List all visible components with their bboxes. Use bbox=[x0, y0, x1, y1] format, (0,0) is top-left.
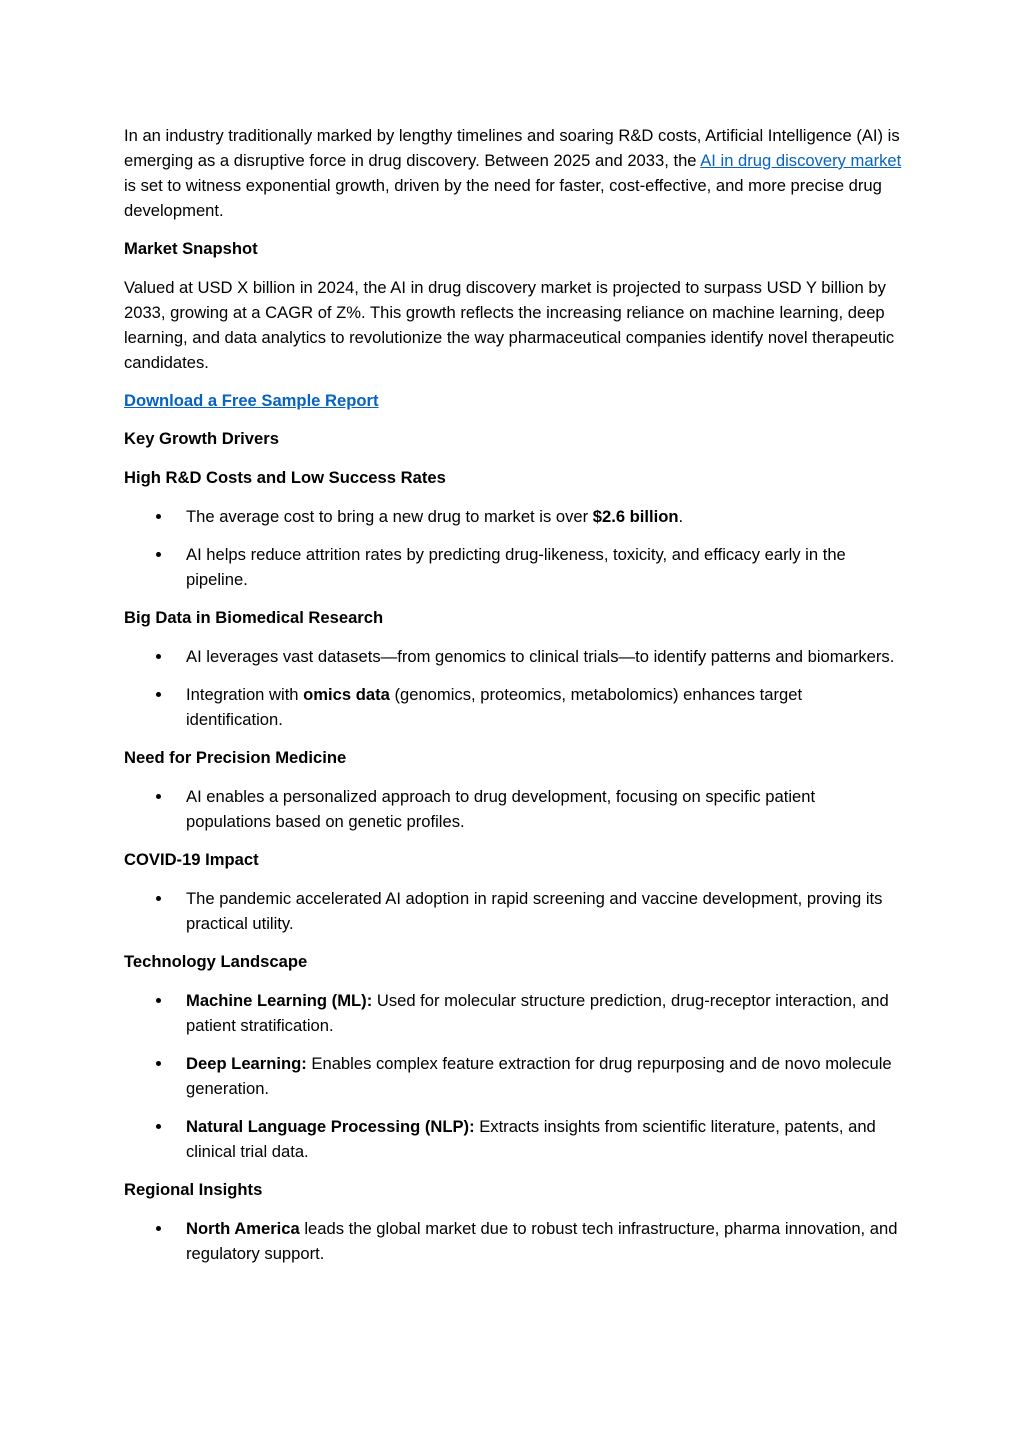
list-item-text: Used for molecular structure prediction, drug-receptor interaction, and patient stratification. bbox=[186, 991, 889, 1035]
market-snapshot-heading: Market Snapshot bbox=[124, 239, 258, 258]
list-item-text: (genomics, proteomics, metabolomics) enhances target identification. bbox=[186, 685, 803, 729]
list-item-bold: Machine Learning (ML): bbox=[186, 991, 373, 1010]
list-item-text: The pandemic accelerated AI adoption in rapid screening and vaccine development, proving its practical utility. bbox=[186, 889, 883, 933]
bullet-icon bbox=[156, 794, 161, 799]
list-item bbox=[186, 784, 903, 834]
bullet-icon bbox=[156, 1124, 161, 1129]
market-snapshot-paragraph: Valued at USD X billion in 2024, the AI in drug discovery market is projected to surpass USD Y billion by 2033, growing at a CAGR of Z%. This growth reflects the increasing reliance on machine learning, deep learning, and data analytics to revolutionize the way pharmaceutical companies identify novel therapeutic candidates. bbox=[124, 278, 895, 372]
bullet-icon bbox=[156, 1061, 161, 1066]
covid-impact-heading: COVID-19 Impact bbox=[124, 850, 259, 869]
list-item bbox=[186, 542, 903, 592]
bullet-icon bbox=[156, 1226, 161, 1231]
list-item-bold: Natural Language Processing (NLP): bbox=[186, 1117, 475, 1136]
list-item-bold: North America bbox=[186, 1219, 300, 1238]
list-item bbox=[186, 1216, 903, 1266]
technology-landscape-heading: Technology Landscape bbox=[124, 952, 308, 971]
list-item bbox=[186, 886, 903, 936]
list-item bbox=[186, 504, 903, 529]
list-item-text: Enables complex feature extraction for drug repurposing and de novo molecule generation. bbox=[186, 1054, 892, 1098]
list-item-bold: omics data bbox=[303, 685, 390, 704]
list-item bbox=[186, 682, 903, 732]
intro-paragraph bbox=[124, 123, 903, 223]
download-sample-report-link[interactable]: Download a Free Sample Report bbox=[124, 391, 379, 410]
technology-list bbox=[124, 988, 903, 1164]
list-item bbox=[186, 1051, 903, 1101]
ai-drug-discovery-market-link[interactable]: AI in drug discovery market bbox=[700, 151, 902, 170]
list-item-bold: Deep Learning: bbox=[186, 1054, 307, 1073]
covid-impact-list bbox=[124, 886, 903, 936]
key-growth-drivers-heading: Key Growth Drivers bbox=[124, 429, 279, 448]
list-item-text: Extracts insights from scientific literature, patents, and clinical trial data. bbox=[186, 1117, 876, 1161]
list-item-bold: $2.6 billion bbox=[592, 507, 679, 526]
regional-list bbox=[124, 1216, 903, 1266]
list-item bbox=[186, 988, 903, 1038]
list-item-text: AI enables a personalized approach to drug development, focusing on specific patient populations based on genetic profiles. bbox=[186, 787, 816, 831]
list-item bbox=[186, 1114, 903, 1164]
list-item-text: AI helps reduce attrition rates by predicting drug-likeness, toxicity, and efficacy early in the pipeline. bbox=[186, 545, 846, 589]
bullet-icon bbox=[156, 692, 161, 697]
list-item-text: The average cost to bring a new drug to market is over bbox=[186, 507, 593, 526]
bullet-icon bbox=[156, 514, 161, 519]
intro-text-after: is set to witness exponential growth, driven by the need for faster, cost-effective, and more precise drug development. bbox=[124, 176, 882, 220]
big-data-list bbox=[124, 644, 903, 732]
bullet-icon bbox=[156, 654, 161, 659]
rd-costs-heading: High R&D Costs and Low Success Rates bbox=[124, 468, 446, 487]
big-data-heading: Big Data in Biomedical Research bbox=[124, 608, 384, 627]
precision-medicine-heading: Need for Precision Medicine bbox=[124, 748, 347, 767]
list-item-text: . bbox=[678, 507, 684, 526]
list-item-text: AI leverages vast datasets—from genomics to clinical trials—to identify patterns and biomarkers. bbox=[186, 647, 895, 666]
intro-text-before: In an industry traditionally marked by lengthy timelines and soaring R&D costs, Artificial Intelligence (AI) is emerging as a disruptive force in drug discovery. Between 2025 and 2033, the bbox=[124, 126, 900, 170]
rd-costs-list bbox=[124, 504, 903, 592]
list-item-text: leads the global market due to robust tech infrastructure, pharma innovation, and regulatory support. bbox=[186, 1219, 898, 1263]
bullet-icon bbox=[156, 998, 161, 1003]
precision-medicine-list bbox=[124, 784, 903, 834]
bullet-icon bbox=[156, 552, 161, 557]
regional-insights-heading: Regional Insights bbox=[124, 1180, 263, 1199]
list-item bbox=[186, 644, 903, 669]
bullet-icon bbox=[156, 896, 161, 901]
list-item-text: Integration with bbox=[186, 685, 304, 704]
